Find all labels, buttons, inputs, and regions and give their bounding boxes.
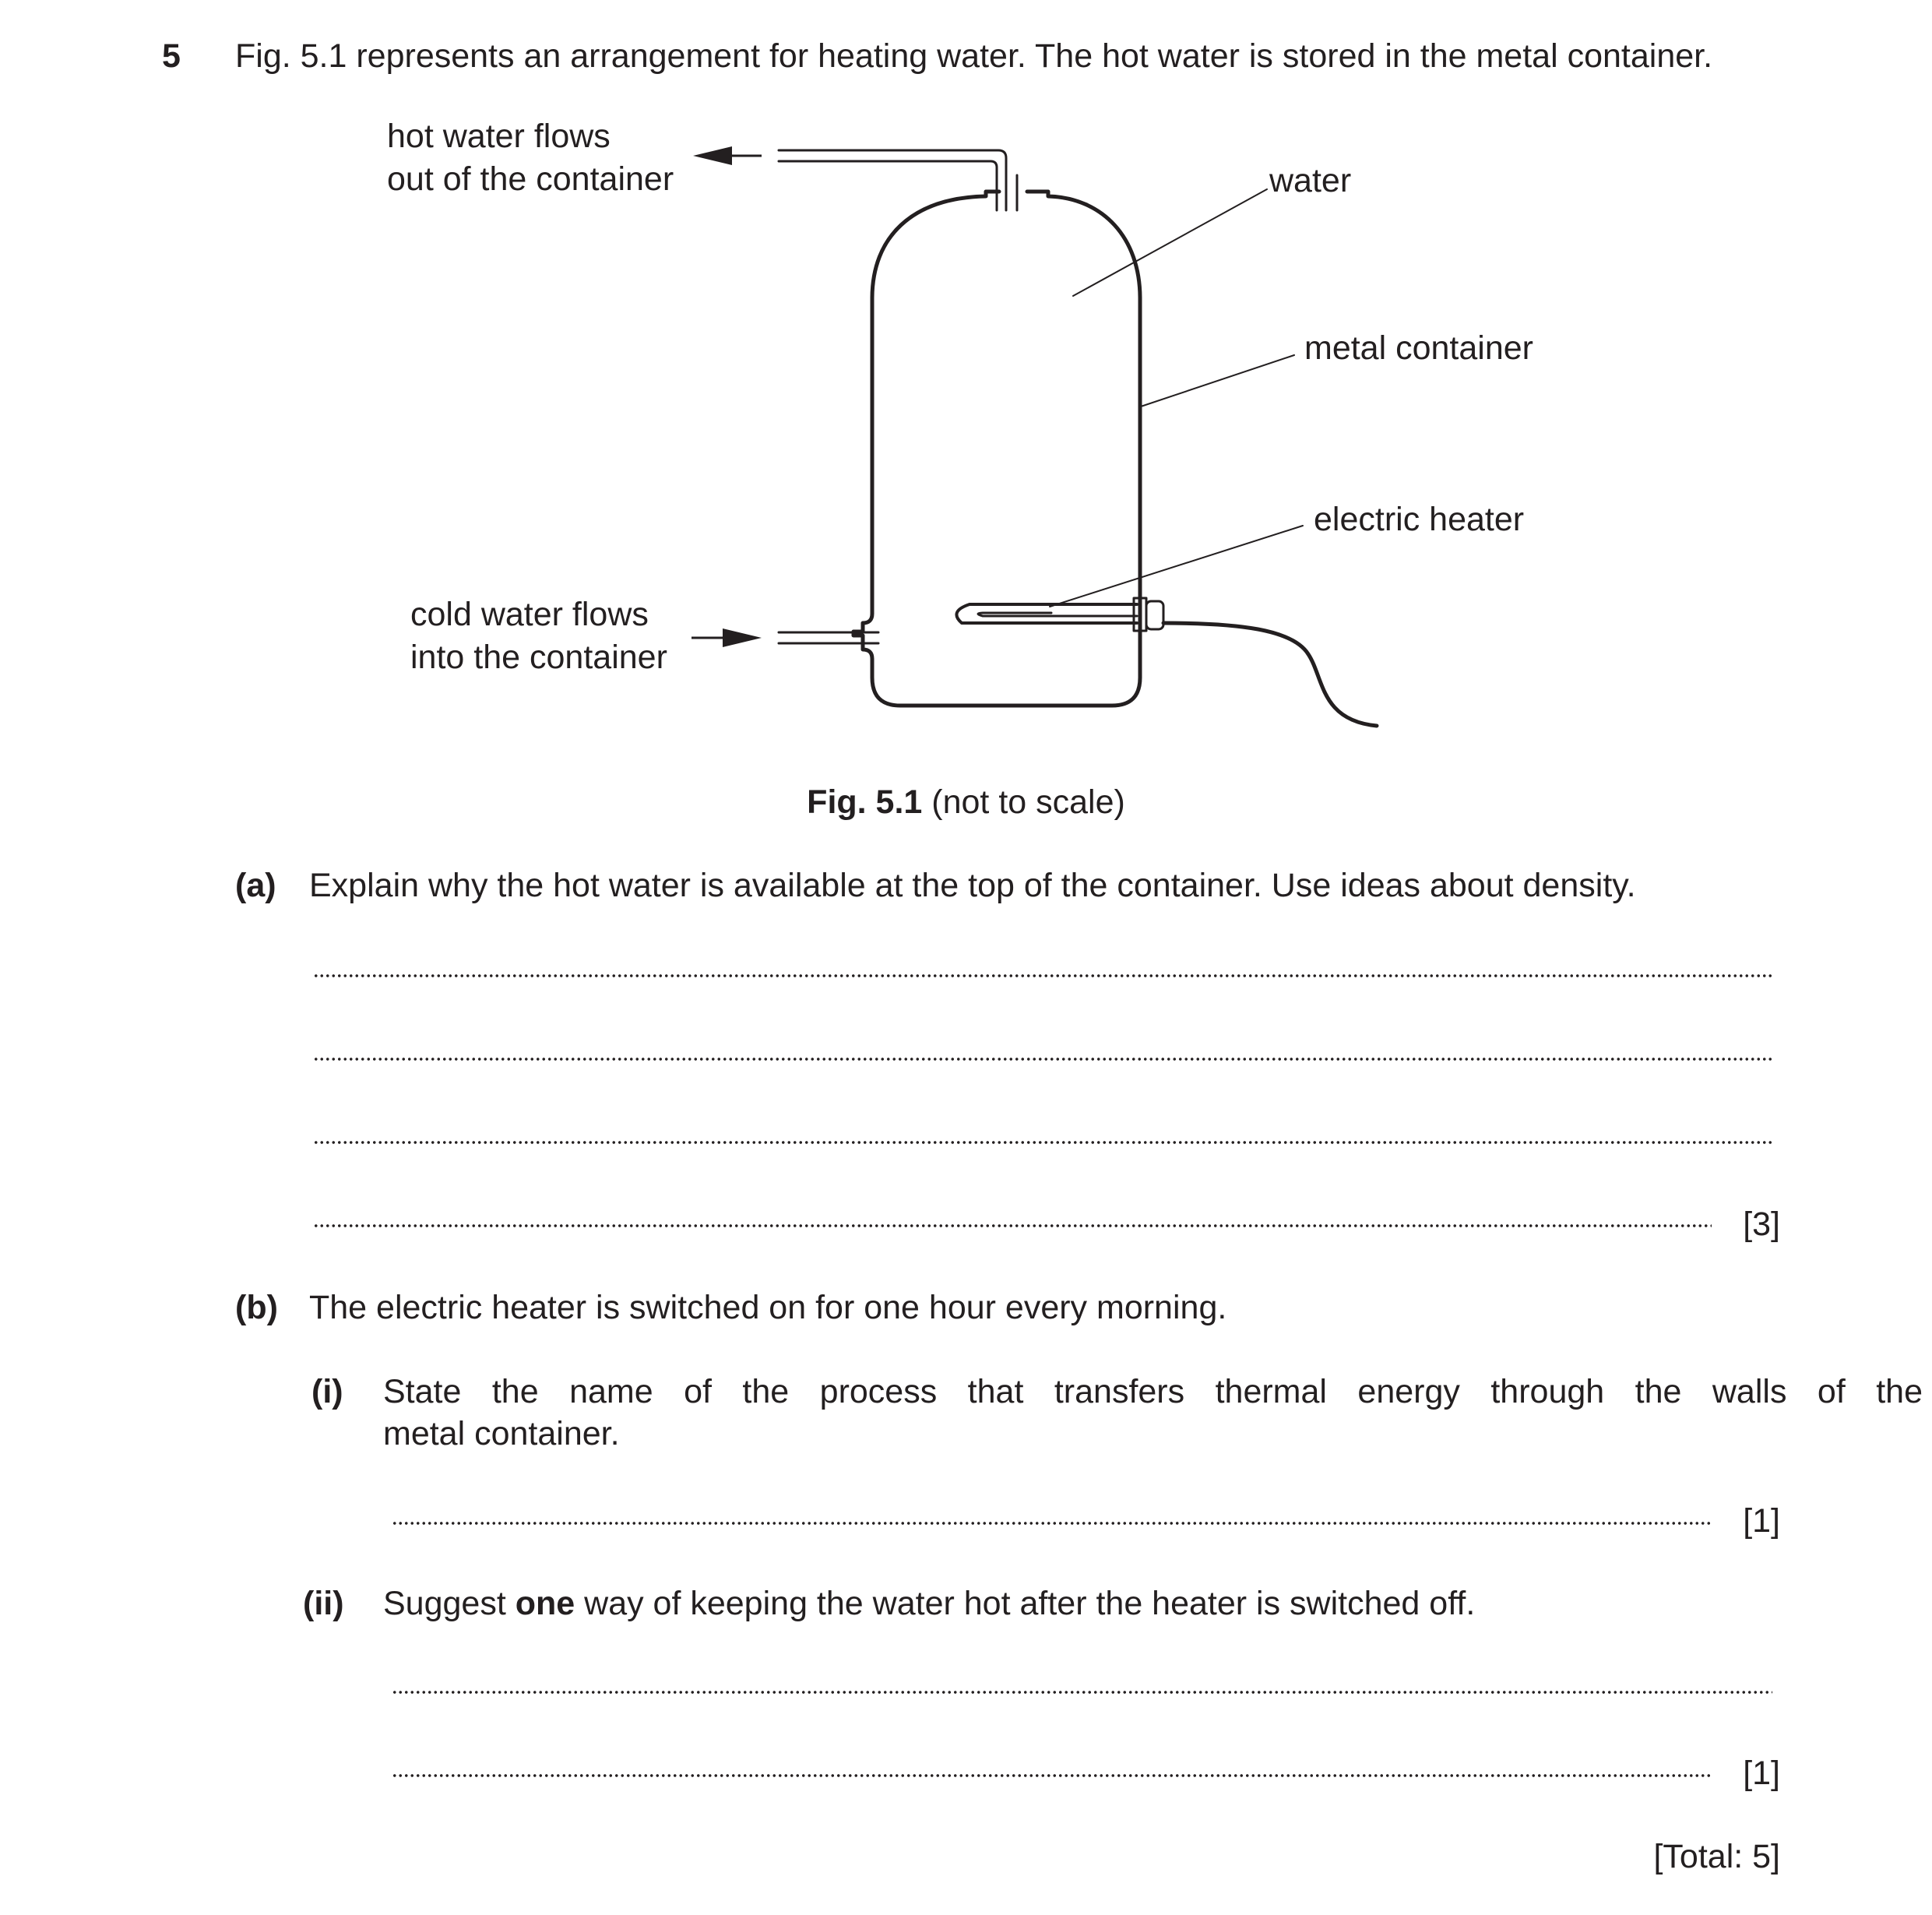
part-b-ii-question [383, 1582, 1475, 1625]
answer-line-a-4[interactable] [313, 1223, 1712, 1228]
part-b-i-question-line2: metal container. [383, 1415, 620, 1452]
label-electric-heater: electric heater [1314, 501, 1525, 538]
label-metal-container: metal container [1304, 329, 1533, 367]
label-cold-water-in-1: cold water flows [410, 596, 649, 633]
label-cold-water-in-2: into the container [410, 639, 667, 676]
part-b-label: (b) [235, 1289, 278, 1326]
label-water: water [1269, 162, 1352, 199]
part-a-question: Explain why the hot water is available at the top of the container. Use ideas about density. [309, 867, 1636, 904]
water-heater-diagram [0, 0, 1932, 779]
label-hot-water-out-1: hot water flows [387, 118, 611, 155]
total-marks: [Total: 5] [1653, 1838, 1780, 1875]
arrow-right-icon [723, 628, 762, 647]
question-number: 5 [162, 37, 181, 75]
part-b-i-marks: [1] [1743, 1502, 1780, 1540]
part-b-ii-text-before: Suggest [383, 1585, 516, 1622]
part-b-i-label: (i) [311, 1373, 343, 1410]
answer-line-a-2[interactable] [313, 1057, 1772, 1061]
part-b-i-question-line1: State the name of the process that transfers thermal energy through the walls of the [383, 1373, 1923, 1410]
figure-caption-number: Fig. 5.1 [807, 783, 923, 821]
hot-water-outlet-pipe [779, 150, 1006, 210]
part-a-marks: [3] [1743, 1206, 1780, 1243]
part-a-label: (a) [235, 867, 276, 904]
figure-caption-note: (not to scale) [922, 783, 1125, 821]
figure-caption [0, 781, 1932, 823]
answer-line-b-ii-2[interactable] [392, 1773, 1712, 1778]
answer-line-a-3[interactable] [313, 1140, 1772, 1145]
part-b-ii-marks: [1] [1743, 1755, 1780, 1792]
part-b-ii-text-after: way of keeping the water hot after the heater is switched off. [575, 1585, 1476, 1622]
arrow-left-icon [693, 146, 732, 165]
part-b-ii-label: (ii) [303, 1585, 344, 1622]
answer-line-b-i[interactable] [392, 1521, 1712, 1526]
heater-cable [1163, 623, 1377, 726]
question-intro: Fig. 5.1 represents an arrangement for heating water. The hot water is stored in the metal container. [235, 37, 1713, 75]
label-hot-water-out-2: out of the container [387, 160, 674, 198]
part-b-ii-text-emphasis: one [515, 1585, 575, 1622]
part-b-question: The electric heater is switched on for one hour every morning. [309, 1289, 1227, 1326]
metal-container-outline [853, 192, 1140, 706]
answer-line-a-1[interactable] [313, 973, 1772, 978]
answer-line-b-ii-1[interactable] [392, 1690, 1772, 1695]
